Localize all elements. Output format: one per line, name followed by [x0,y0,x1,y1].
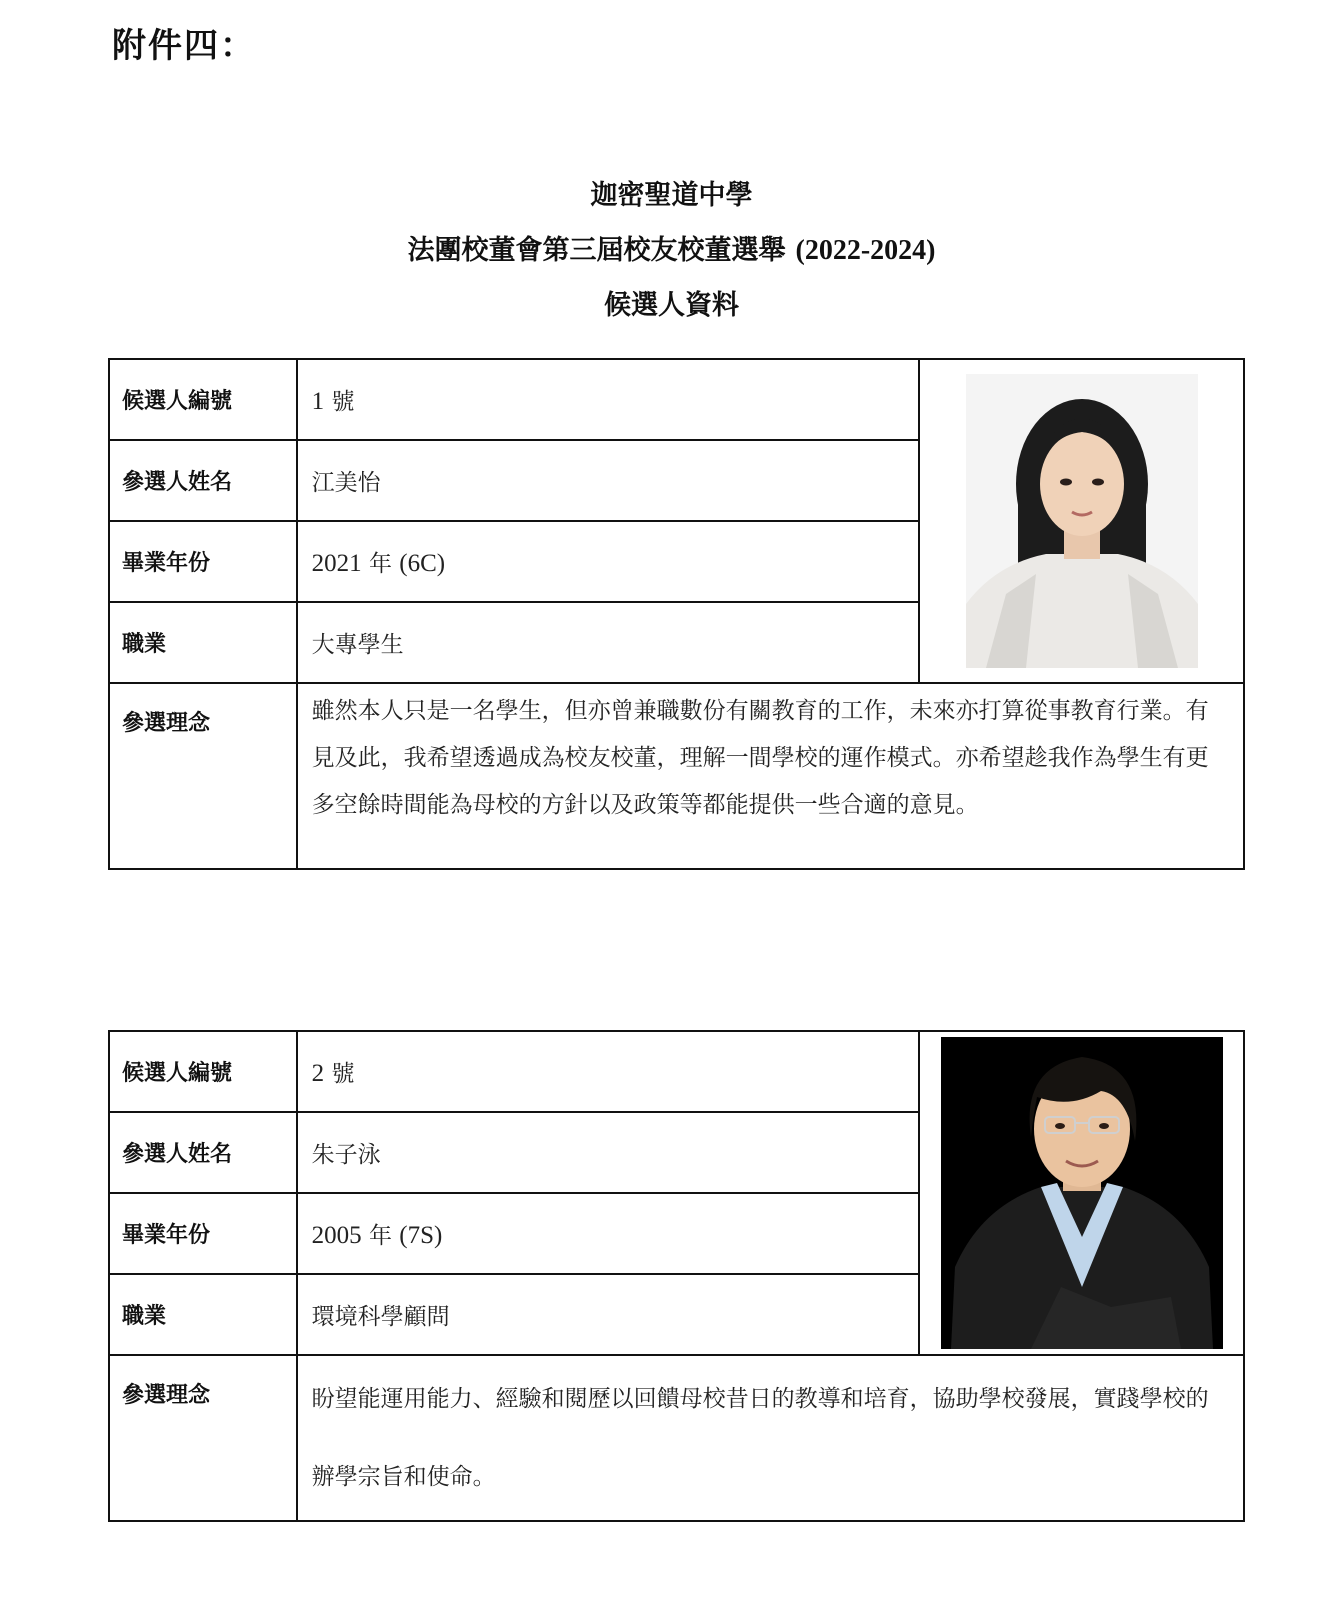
document-subtitle: 候選人資料 [604,290,739,321]
label-number: 候選人編號 [109,1031,297,1112]
occupation: 環境科學顧問 [297,1274,920,1355]
grad-class: (6C) [399,550,446,577]
grad-year-unit: 年 [368,551,392,577]
label-number: 候選人編號 [109,359,297,440]
label-occupation: 職業 [109,602,297,683]
candidate-number [297,359,920,440]
photo-cell [919,1031,1244,1355]
candidate-number-unit: 號 [331,389,355,415]
photo-cell [919,359,1244,683]
graduation-year [297,1193,920,1274]
grad-class: (7S) [399,1222,443,1249]
candidate-photo [966,374,1198,668]
philosophy-text: 盼望能運用能力、經驗和閱歷以回饋母校昔日的教導和培育，協助學校發展，實踐學校的辦學宗旨和使命。 [297,1355,1244,1521]
grad-year-value: 2021 [311,550,362,577]
election-name: 法團校董會第三屆校友校董選舉 [407,235,786,266]
election-term: (2022-2024) [795,235,936,266]
label-graduation: 畢業年份 [109,1193,297,1274]
candidate-number-value: 2 [311,1060,325,1087]
candidate-number-value: 1 [311,388,325,415]
document-title [0,168,1343,333]
grad-year-value: 2005 [311,1222,362,1249]
election-title [0,223,1343,278]
candidate-name: 朱子泳 [297,1112,920,1193]
label-name: 參選人姓名 [109,1112,297,1193]
candidate-name: 江美怡 [297,440,920,521]
school-name: 迦密聖道中學 [590,180,753,211]
graduation-year [297,521,920,602]
candidate-number-unit: 號 [331,1061,355,1087]
label-philosophy: 參選理念 [109,683,297,869]
annex-label: 附件四： [112,26,256,66]
label-graduation: 畢業年份 [109,521,297,602]
candidate-table-1 [108,358,1245,870]
label-occupation: 職業 [109,1274,297,1355]
occupation: 大專學生 [297,602,920,683]
label-philosophy: 參選理念 [109,1355,297,1521]
candidate-photo [941,1037,1223,1349]
philosophy-text: 雖然本人只是一名學生，但亦曾兼職數份有關教育的工作，未來亦打算從事教育行業。有見及此，我希望透過成為校友校董，理解一間學校的運作模式。亦希望趁我作為學生有更多空餘時間能為母校的方針以及政策等都能提供一些合適的意見。 [297,683,1244,869]
candidate-table-2 [108,1030,1245,1522]
candidate-number [297,1031,920,1112]
label-name: 參選人姓名 [109,440,297,521]
grad-year-unit: 年 [368,1223,392,1249]
